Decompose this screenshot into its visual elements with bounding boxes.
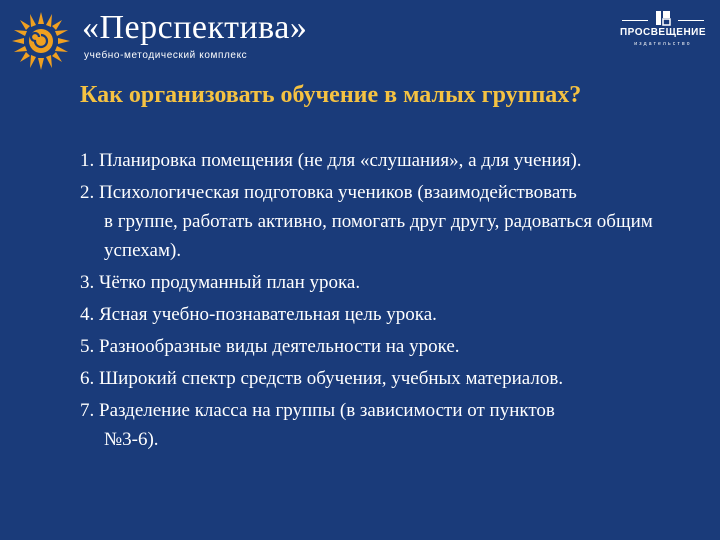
publisher-mark-icon (654, 10, 672, 26)
publisher-line-left (622, 20, 648, 21)
list-item-text: Чётко продуманный план урока. (99, 272, 361, 293)
list-item-text: Ясная учебно-познавательная цель урока. (99, 304, 437, 325)
list-item-number: 6. (80, 368, 95, 389)
list-item-text: Широкий спектр средств обучения, учебных материалов. (99, 368, 564, 389)
list-item (80, 364, 716, 393)
list-item-continuation: в группе, работать активно, помогать друг другу, радоваться общим успехам). (104, 211, 653, 261)
list-item (80, 396, 716, 454)
steps-list (80, 146, 716, 457)
list-item-number: 7. (80, 400, 95, 421)
list-item-continuation: №3-6). (104, 429, 159, 450)
list-item-number: 2. (80, 182, 95, 203)
list-item-text: Разделение класса на группы (в зависимости от пунктов (99, 400, 555, 421)
list-item (80, 332, 716, 361)
list-item-number: 5. (80, 336, 95, 357)
sun-logo-icon (10, 10, 72, 72)
list-item-number: 4. (80, 304, 95, 325)
publisher-logo (618, 10, 708, 52)
list-item-number: 3. (80, 272, 95, 293)
publisher-tagline: издательство (634, 41, 692, 47)
brand-subtitle: учебно-методический комплекс (84, 50, 248, 61)
publisher-name: ПРОСВЕЩЕНИЕ (619, 27, 707, 38)
slide-header (0, 0, 720, 72)
list-item (80, 146, 716, 175)
list-item (80, 300, 716, 329)
list-item-text: Планировка помещения (не для «слушания», а для учения). (99, 150, 582, 171)
list-item-text: Разнообразные виды деятельности на уроке. (99, 336, 460, 357)
list-item (80, 178, 716, 265)
slide-heading: Как организовать обучение в малых группах? (80, 82, 582, 108)
publisher-line-right (678, 20, 704, 21)
brand-title: «Перспектива» (82, 9, 308, 46)
list-item-text: Психологическая подготовка учеников (взаимодействовать (99, 182, 577, 203)
list-item (80, 268, 716, 297)
list-item-number: 1. (80, 150, 95, 171)
